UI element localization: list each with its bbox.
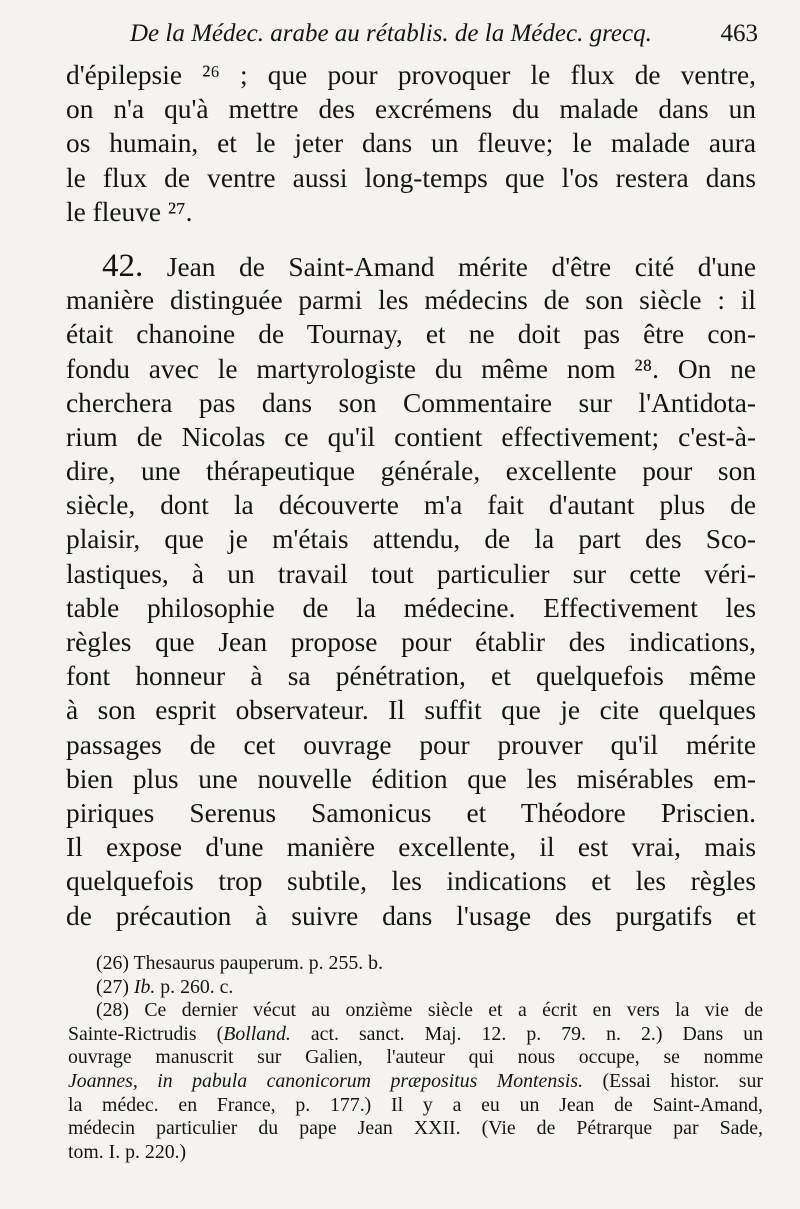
text-line: passages de cet ouvrage pour prouver qu'il mérite <box>66 729 756 760</box>
page-number: 463 <box>720 20 758 47</box>
text-line: règles que Jean propose pour établir des indications, <box>66 627 756 657</box>
text-line: manière distinguée parmi les médecins de son siècle : il <box>66 285 756 316</box>
footnote-28-line: la médec. en France, p. 177.) Il y a eu un Jean de Saint-Amand, <box>68 1093 763 1116</box>
text-line: siècle, dont la découverte m'a fait d'autant plus de <box>66 490 756 521</box>
footnote-28-line: (28) Ce dernier vécut au onzième siècle et a écrit en vers la vie de <box>96 999 763 1022</box>
running-title: De la Médec. arabe au rétablis. de la Médec. grecq. <box>130 20 652 47</box>
section-number: 42. <box>102 247 144 284</box>
page-header <box>130 16 758 50</box>
text-line: font honneur à sa pénétration, et quelquefois même <box>66 661 756 692</box>
text-line: cherchera pas dans son Commentaire sur l'Antidota- <box>66 387 756 418</box>
text-line: le flux de ventre aussi long-temps que l'os restera dans <box>66 162 756 193</box>
text-line: d'épilepsie ²⁶ ; que pour provoquer le flux de ventre, <box>66 60 756 90</box>
text-line: lastiques, à un travail tout particulier sur cette véri- <box>66 558 756 589</box>
text-line: fondu avec le martyrologiste du même nom ²⁸. On ne <box>66 353 756 384</box>
text-line: bien plus une nouvelle édition que les misérables em- <box>66 763 756 794</box>
footnote-28-line: ouvrage manuscrit sur Galien, l'auteur qui nous occupe, se nomme <box>68 1046 763 1069</box>
text-line: à son esprit observateur. Il suffit que je cite quelques <box>66 695 756 726</box>
footnote-26: (26) Thesaurus pauperum. p. 255. b. <box>96 952 383 974</box>
text-line: os humain, et le jeter dans un fleuve; le malade aura <box>66 128 756 159</box>
text-line: était chanoine de Tournay, et ne doit pas être con- <box>66 319 756 350</box>
text-line: rium de Nicolas ce qu'il contient effectivement; c'est-à- <box>66 421 756 452</box>
text-line: table philosophie de la médecine. Effectivement les <box>66 592 756 623</box>
footnote-28-line: tom. I. p. 220.) <box>68 1140 187 1163</box>
footnote-28-line: Joannes, in pabula canonicorum præpositus Montensis. (Essai histor. sur <box>68 1069 763 1092</box>
footnotes <box>68 952 763 1164</box>
footnote-27: (27) Ib. p. 260. c. <box>96 975 234 998</box>
main-text <box>66 58 756 933</box>
text-line: on n'a qu'à mettre des excrémens du malade dans un <box>66 94 756 125</box>
text-line: le fleuve ²⁷. <box>66 196 193 227</box>
text-line: Il expose d'une manière excellente, il est vrai, mais <box>66 832 756 863</box>
text-line: 42. Jean de Saint-Amand mérite d'être cité d'une <box>102 247 756 284</box>
footnote-28-line: Sainte-Rictrudis (Bolland. act. sanct. Maj. 12. p. 79. n. 2.) Dans un <box>68 1022 764 1045</box>
text-line: quelquefois trop subtile, les indications et les règles <box>66 866 756 897</box>
text-line: piriques Serenus Samonicus et Théodore Priscien. <box>66 797 756 828</box>
footnote-28-line: médecin particulier du pape Jean XXII. (Vie de Pétrarque par Sade, <box>68 1117 763 1140</box>
text-line: plaisir, que je m'étais attendu, de la part des Sco- <box>66 524 756 555</box>
text-line: dire, une thérapeutique générale, excellente pour son <box>66 456 756 487</box>
text-line: de précaution à suivre dans l'usage des purgatifs et <box>66 900 756 931</box>
